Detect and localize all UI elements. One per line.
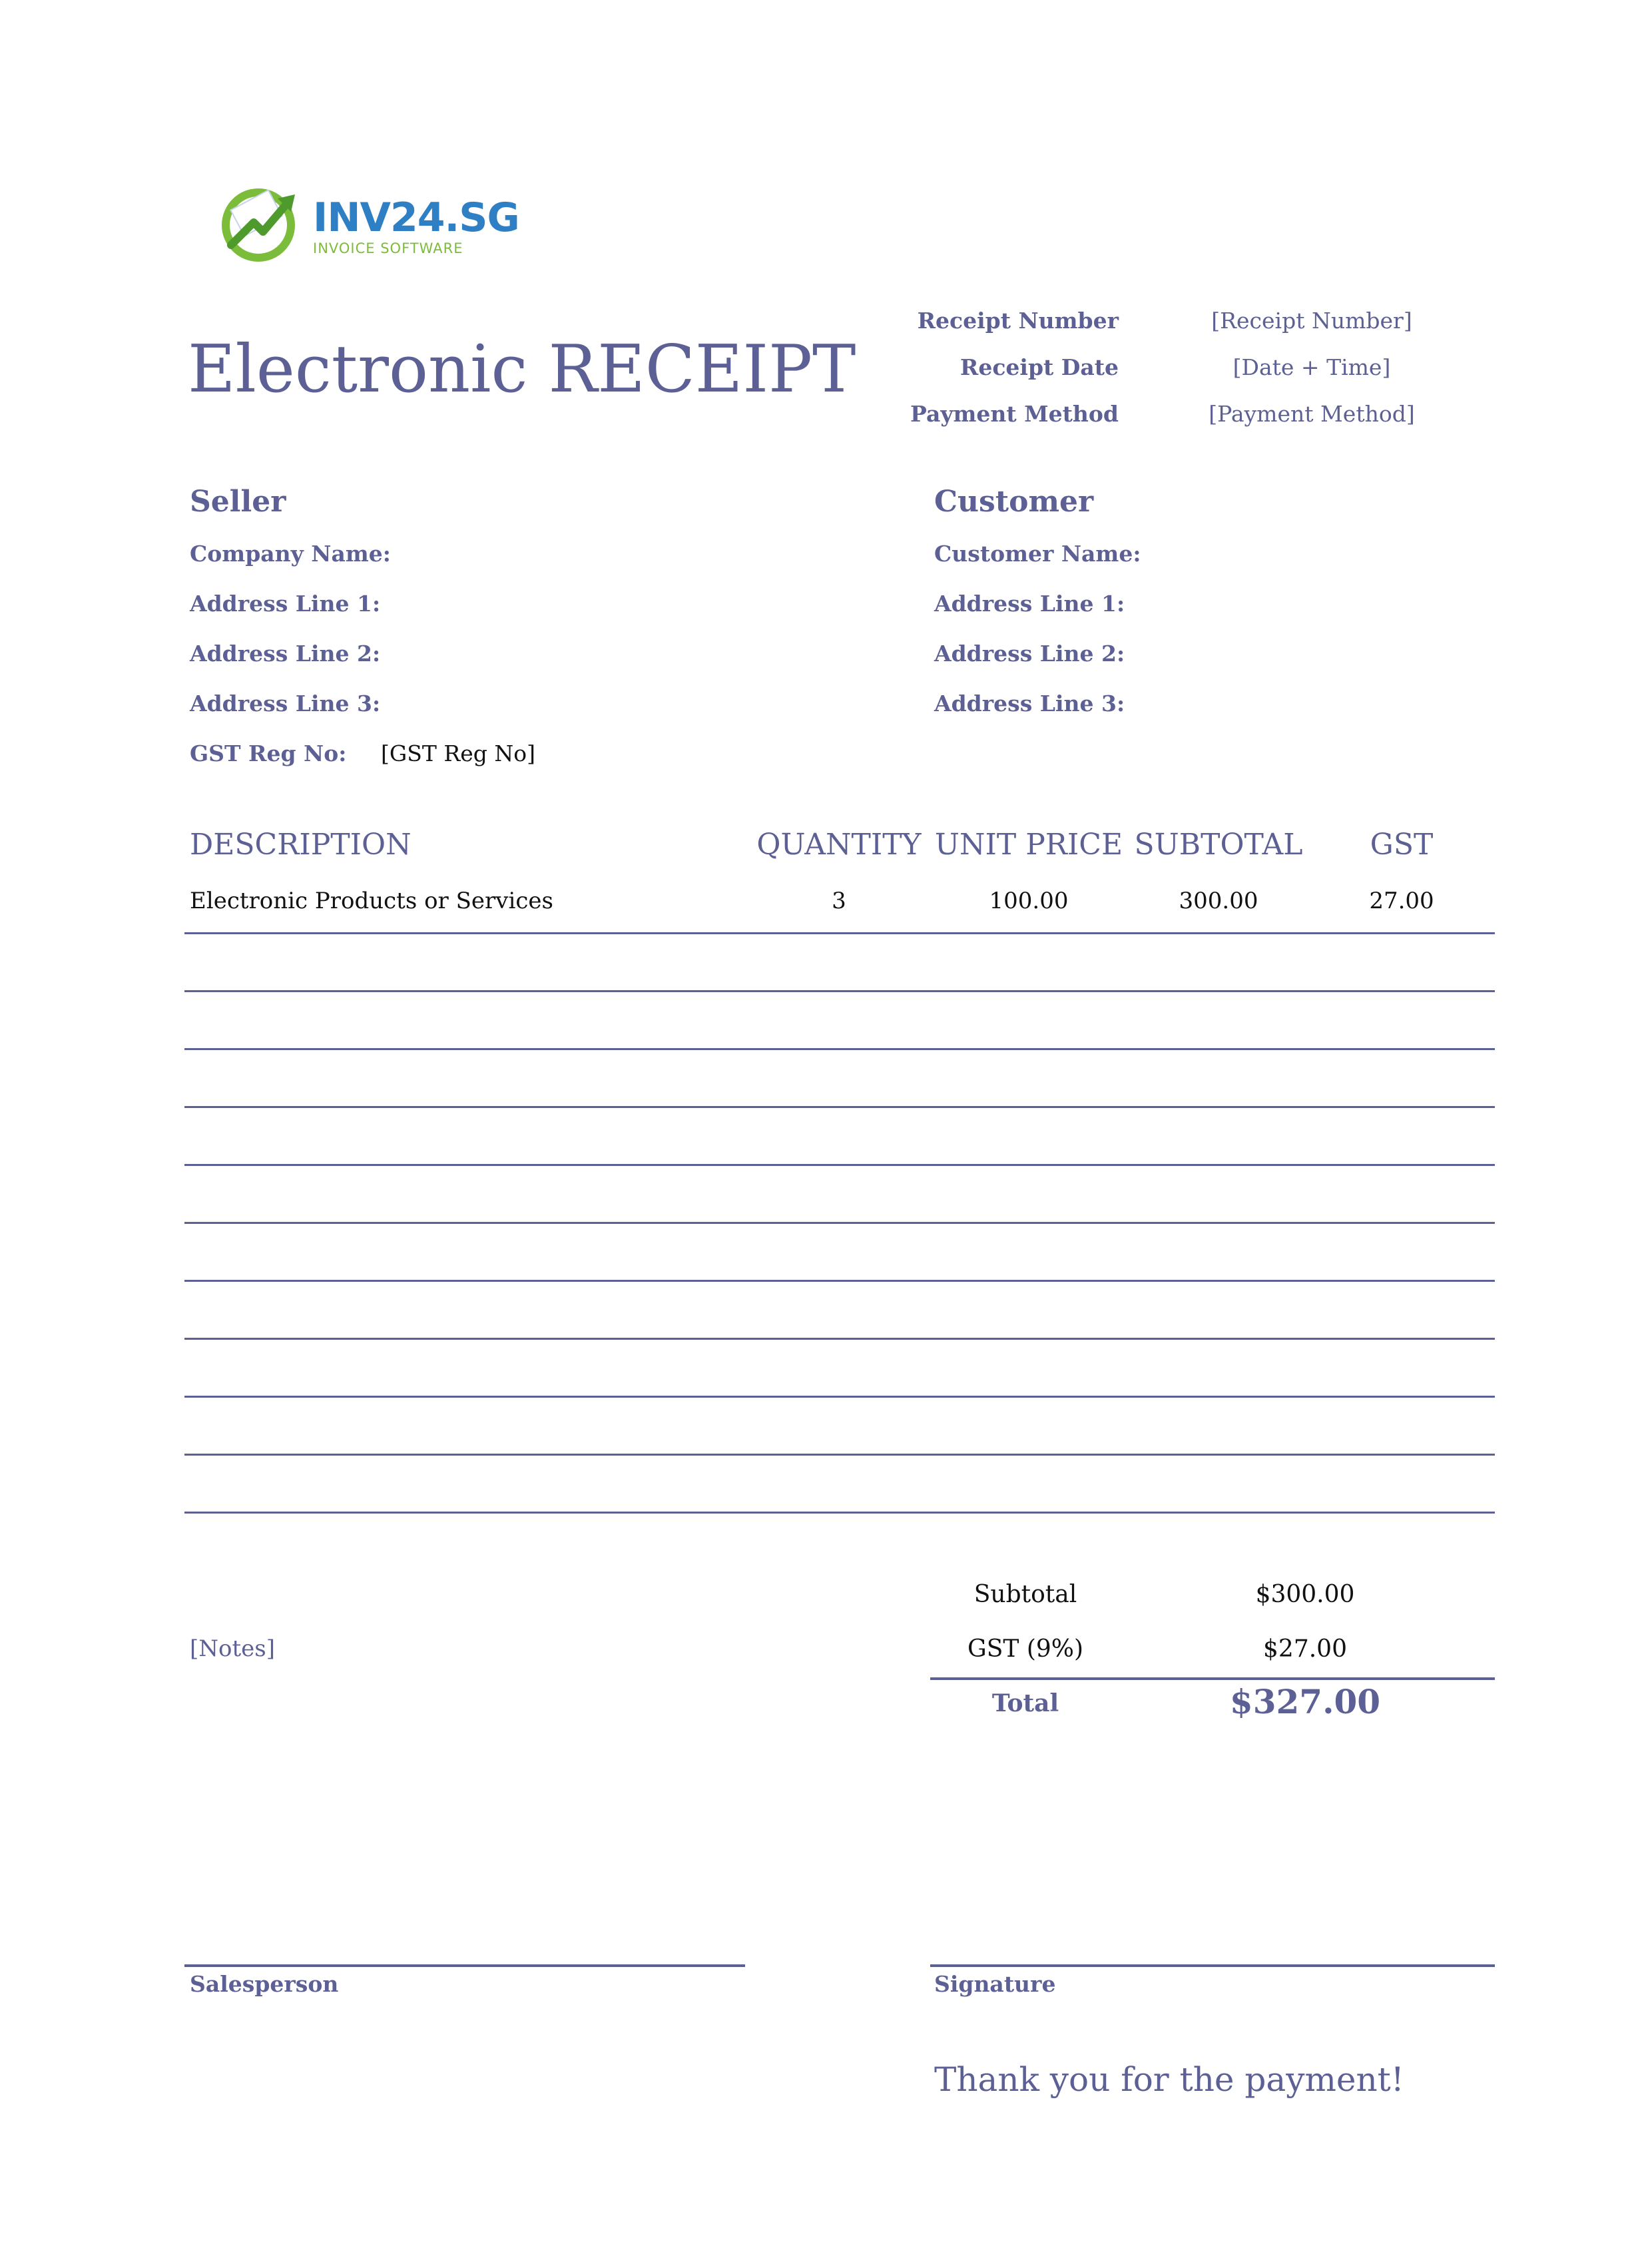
payment-method-label: Payment Method — [910, 401, 1119, 427]
total-divider — [930, 1677, 1495, 1680]
notes: [Notes] — [190, 1635, 275, 1662]
seller-address1-label: Address Line 1: — [190, 591, 381, 617]
col-header-description: DESCRIPTION — [190, 828, 411, 862]
receipt-number-value: [Receipt Number] — [1211, 308, 1412, 334]
table-rule — [184, 990, 1495, 992]
company-logo — [216, 178, 519, 265]
logo-tagline: INVOICE SOFTWARE — [313, 240, 463, 256]
table-rule — [184, 1396, 1495, 1398]
col-header-quantity: QUANTITY — [756, 828, 922, 862]
receipt-date-label: Receipt Date — [959, 354, 1119, 380]
signature-label: Signature — [934, 1971, 1056, 1997]
total-value: $327.00 — [1229, 1682, 1381, 1721]
row-unit-price: 100.00 — [989, 888, 1069, 914]
customer-address3-label: Address Line 3: — [934, 691, 1125, 716]
gst-label: GST (9%) — [967, 1635, 1084, 1663]
thank-you-message: Thank you for the payment! — [934, 2060, 1404, 2099]
row-quantity: 3 — [832, 888, 846, 914]
table-rule — [184, 1512, 1495, 1514]
customer-heading: Customer — [934, 485, 1094, 519]
customer-address2-label: Address Line 2: — [934, 641, 1125, 667]
logo-brand: INV24.SG — [313, 194, 519, 241]
subtotal-label: Subtotal — [973, 1581, 1077, 1608]
table-rule — [184, 932, 1495, 934]
page-title: Electronic RECEIPT — [188, 332, 856, 408]
table-rule — [184, 1106, 1495, 1108]
table-rule — [184, 1048, 1495, 1050]
subtotal-value: $300.00 — [1255, 1581, 1355, 1608]
table-rule — [184, 1222, 1495, 1224]
seller-heading: Seller — [190, 485, 286, 519]
seller-address2-label: Address Line 2: — [190, 641, 381, 667]
seller-gst-value: [GST Reg No] — [381, 740, 535, 766]
table-rule — [184, 1164, 1495, 1166]
logo-mark-icon — [216, 178, 303, 265]
receipt-date-value: [Date + Time] — [1232, 354, 1391, 380]
row-subtotal: 300.00 — [1179, 888, 1258, 914]
col-header-gst: GST — [1370, 828, 1434, 862]
total-label: Total — [991, 1689, 1059, 1717]
col-header-subtotal: SUBTOTAL — [1134, 828, 1303, 862]
seller-address3-label: Address Line 3: — [190, 691, 381, 716]
seller-gst-label: GST Reg No: — [190, 740, 347, 766]
gst-value: $27.00 — [1263, 1635, 1347, 1663]
table-rule — [184, 1454, 1495, 1456]
payment-method-value: [Payment Method] — [1209, 401, 1415, 427]
customer-name-label: Customer Name: — [934, 541, 1141, 567]
table-rule — [184, 1338, 1495, 1340]
row-description: Electronic Products or Services — [190, 888, 553, 914]
seller-company-label: Company Name: — [190, 541, 391, 567]
salesperson-label: Salesperson — [190, 1971, 339, 1997]
table-rule — [184, 1280, 1495, 1282]
receipt-number-label: Receipt Number — [917, 308, 1119, 334]
col-header-unit-price: UNIT PRICE — [934, 828, 1123, 862]
customer-address1-label: Address Line 1: — [934, 591, 1125, 617]
salesperson-line — [184, 1964, 745, 1967]
row-gst: 27.00 — [1369, 888, 1434, 914]
signature-line — [930, 1964, 1495, 1967]
